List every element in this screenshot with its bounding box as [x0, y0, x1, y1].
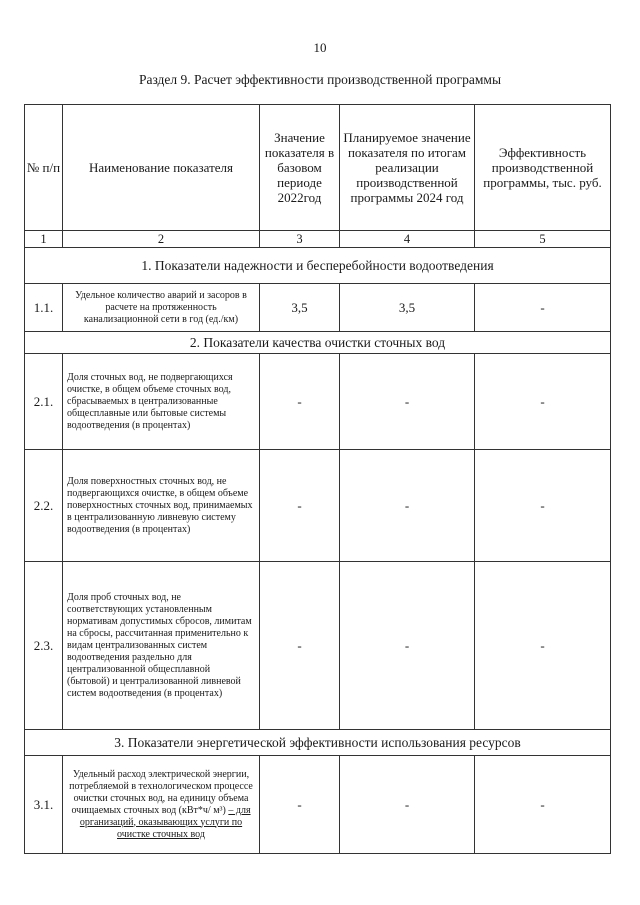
group-title: 1. Показатели надежности и бесперебойности водоотведения: [25, 248, 611, 284]
table-header-row: [25, 105, 611, 231]
column-number: 2: [63, 231, 260, 248]
efficiency-value: -: [475, 284, 611, 332]
indicator-name: Удельный расход электрической энергии, потребляемой в технологическом процессе очистки сточных вод, на единицу объема очищаемых сточных вод (кВт*ч/ м³): [69, 768, 253, 816]
efficiency-value: -: [475, 756, 611, 854]
plan-value: -: [340, 450, 475, 562]
plan-value: -: [340, 562, 475, 730]
efficiency-value: -: [475, 354, 611, 450]
row-number: 3.1.: [25, 756, 63, 854]
page-number: 10: [313, 40, 327, 55]
base-value: -: [260, 756, 340, 854]
efficiency-value: -: [475, 450, 611, 562]
indicator-name: Доля поверхностных сточных вод, не подвергающихся очистке, в общем объеме поверхностных сточных вод, принимаемых в централизованную ливневую систему водоотведения (в процентах): [63, 450, 260, 562]
table-row: [25, 756, 611, 854]
base-value: 3,5: [260, 284, 340, 332]
plan-value: -: [340, 354, 475, 450]
indicator-name-cell: [63, 756, 260, 854]
column-number-row: [25, 231, 611, 248]
efficiency-value: -: [475, 562, 611, 730]
plan-value: -: [340, 756, 475, 854]
column-number: 5: [475, 231, 611, 248]
indicator-name: Удельное количество аварий и засоров в расчете на протяженность канализационной сети в год (ед./км): [63, 284, 260, 332]
header-col-plan: Планируемое значение показателя по итогам реализации производственной программы 2024 год: [340, 105, 475, 231]
column-number: 4: [340, 231, 475, 248]
header-col-efficiency: Эффективность производственной программы, тыс. руб.: [475, 105, 611, 231]
group-title: 2. Показатели качества очистки сточных вод: [25, 332, 611, 354]
column-number: 3: [260, 231, 340, 248]
group-row: [25, 248, 611, 284]
header-col-number: № п/п: [25, 105, 63, 231]
base-value: -: [260, 354, 340, 450]
indicator-name-underlined: – для организаций, оказывающих услуги по очистке сточных вод: [79, 804, 251, 840]
row-number: 2.3.: [25, 562, 63, 730]
group-row: [25, 730, 611, 756]
row-number: 1.1.: [25, 284, 63, 332]
row-number: 2.1.: [25, 354, 63, 450]
table-row: [25, 562, 611, 730]
table-row: [25, 354, 611, 450]
group-title: 3. Показатели энергетической эффективности использования ресурсов: [25, 730, 611, 756]
indicator-name: Доля сточных вод, не подвергающихся очистке, в общем объеме сточных вод, сбрасываемых в централизованные общесплавные или бытовые системы водоотведения (в процентах): [63, 354, 260, 450]
plan-value: 3,5: [340, 284, 475, 332]
table-row: [25, 450, 611, 562]
header-col-name: Наименование показателя: [63, 105, 260, 231]
group-row: [25, 332, 611, 354]
efficiency-table: [24, 104, 611, 854]
row-number: 2.2.: [25, 450, 63, 562]
column-number: 1: [25, 231, 63, 248]
section-title: Раздел 9. Расчет эффективности производственной программы: [138, 72, 502, 87]
base-value: -: [260, 562, 340, 730]
table-row: [25, 284, 611, 332]
header-col-base: Значение показателя в базовом периоде 2022год: [260, 105, 340, 231]
base-value: -: [260, 450, 340, 562]
indicator-name: Доля проб сточных вод, не соответствующих установленным нормативам допустимых сбросов, лимитам на сбросы, рассчитанная применительно к видам централизованных систем водоотведения раздельно для централизованной общесплавной (бытовой) и централизованной ливневой систем водоотведения (в процентах): [63, 562, 260, 730]
